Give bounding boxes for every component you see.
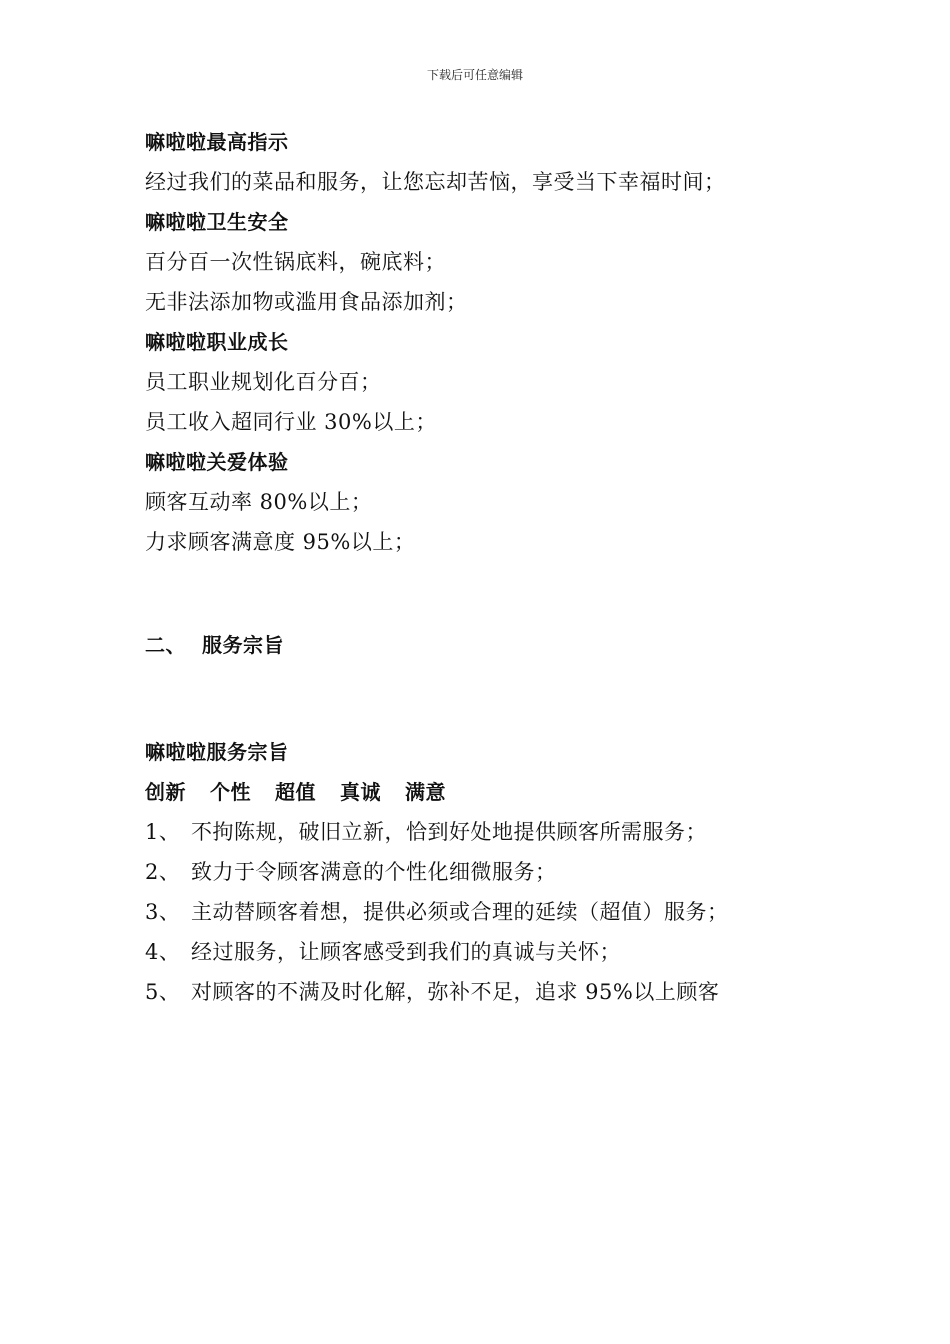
heading-highest-directive: 嘛啦啦最高指示 [145, 130, 289, 154]
heading-care-experience: 嘛啦啦关爱体验 [145, 450, 289, 474]
paragraph-line: 员工职业规划化百分百； [145, 370, 382, 394]
values-row [145, 772, 825, 812]
value-item: 真诚 [340, 780, 381, 804]
paragraph-line: 员工收入超同行业 30%以上； [145, 410, 437, 434]
list-number: 3、 [145, 900, 181, 924]
list-text: 对顾客的不满及时化解，弥补不足，追求 95%以上顾客 [191, 980, 720, 1004]
list-text: 经过服务，让顾客感受到我们的真诚与关怀； [191, 940, 621, 964]
value-item: 创新 [145, 780, 186, 804]
section-title: 服务宗旨 [202, 633, 284, 657]
heading-hygiene-safety: 嘛啦啦卫生安全 [145, 210, 289, 234]
value-item: 超值 [275, 780, 316, 804]
heading-service-tenet: 嘛啦啦服务宗旨 [145, 740, 289, 764]
list-number: 1、 [145, 820, 181, 844]
list-item [145, 852, 825, 892]
list-number: 4、 [145, 940, 181, 964]
list-text: 致力于令顾客满意的个性化细微服务； [191, 860, 557, 884]
list-item [145, 932, 825, 972]
document-body [145, 122, 825, 1012]
list-item [145, 972, 825, 1012]
list-number: 5、 [145, 980, 181, 1004]
list-item [145, 892, 825, 932]
value-item: 满意 [405, 780, 446, 804]
paragraph-line: 经过我们的菜品和服务，让您忘却苦恼，享受当下幸福时间； [145, 170, 726, 194]
list-number: 2、 [145, 860, 181, 884]
paragraph-line: 力求顾客满意度 95%以上； [145, 530, 416, 554]
page-header: 下载后可任意编辑 [426, 68, 523, 82]
paragraph-line: 无非法添加物或滥用食品添加剂； [145, 290, 468, 314]
list-text: 主动替顾客着想，提供必须或合理的延续（超值）服务； [191, 900, 729, 924]
paragraph-line: 顾客互动率 80%以上； [145, 490, 373, 514]
value-item: 个性 [210, 780, 251, 804]
heading-career-growth: 嘛啦啦职业成长 [145, 330, 289, 354]
paragraph-line: 百分百一次性锅底料，碗底料； [145, 250, 446, 274]
section-number: 二、 [145, 633, 186, 657]
list-item [145, 812, 825, 852]
section-heading [145, 625, 825, 665]
list-text: 不拘陈规，破旧立新，恰到好处地提供顾客所需服务； [191, 820, 707, 844]
